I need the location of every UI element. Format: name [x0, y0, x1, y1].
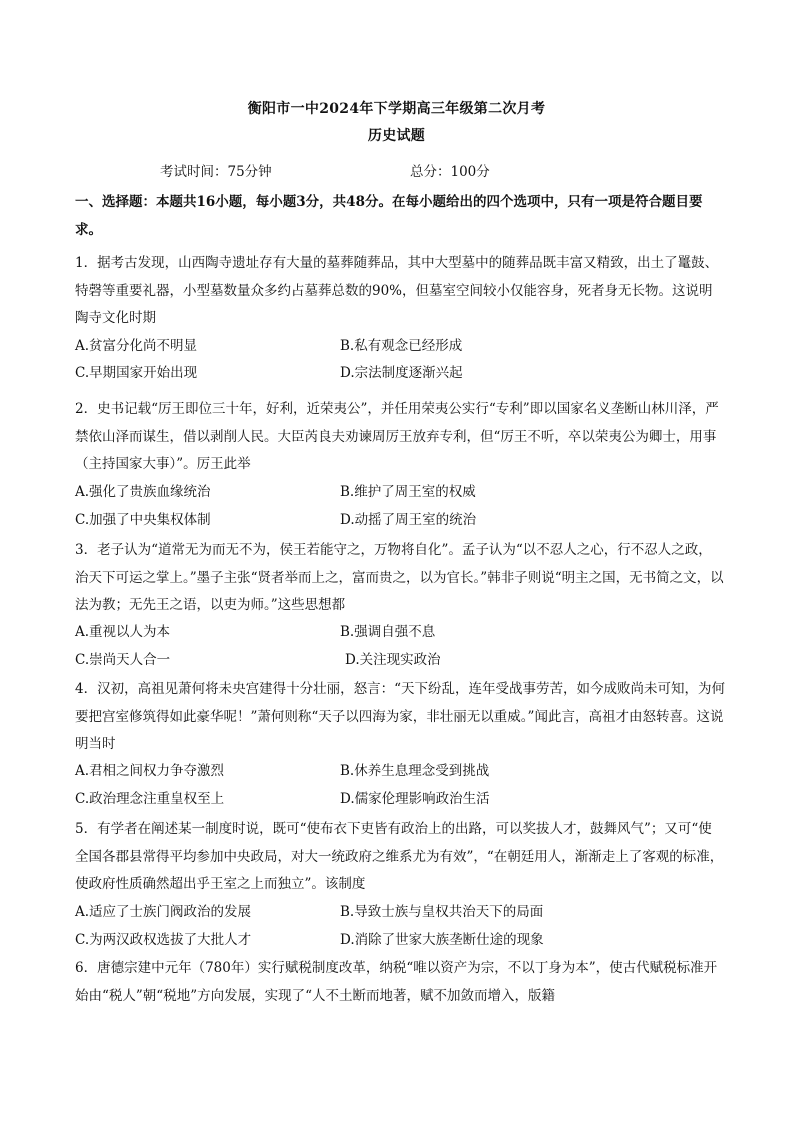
question-2-option-a[interactable]: A.强化了贵族血缘统治 — [75, 484, 211, 500]
question-5-option-b[interactable]: B.导致士族与皇权共治天下的局面 — [340, 904, 544, 920]
question-2-stem: 2．史书记载“厉王即位三十年，好利，近荣夷公”，并任用荣夷公实行“专利”即以国家名义垄断山林川泽，严禁依山泽而谋生，借以剥削人民。大臣芮良夫劝谏周厉王放弃专利，但“厉王不听，卒以荣夷公为卿士，用事（主持国家大事）”。厉王此举 — [75, 401, 719, 472]
question-1-option-a[interactable]: A.贫富分化尚不明显 — [75, 338, 198, 354]
question-5-stem: 5．有学者在阐述某一制度时说，既可“使布衣下吏皆有政治上的出路，可以奖拔人才，鼓舞风气”；又可“使全国各郡县常得平均参加中央政局，对大一统政府之维系尤为有效”，“在朝廷用人，渐渐走上了客观的标准，使政府性质确然超出乎王室之上而独立”。该制度 — [75, 821, 724, 892]
question-1-option-d[interactable]: D.宗法制度逐渐兴起 — [340, 365, 463, 381]
exam-title: 衡阳市一中2024年下学期高三年级第二次月考 — [247, 101, 546, 117]
question-3-stem: 3．老子认为“道常无为而无不为，侯王若能守之，万物将自化”。孟子认为“以不忍人之心，行不忍人之政，治天下可运之掌上。”墨子主张“贤者举而上之，富而贵之，以为官长。”韩非子则说“明主之国，无书简之文，以法为教；无先王之语，以吏为师。”这些思想都 — [75, 542, 724, 613]
question-1-option-b[interactable]: B.私有观念已经形成 — [340, 338, 463, 354]
question-4-option-d[interactable]: D.儒家伦理影响政治生活 — [340, 791, 490, 807]
question-2-option-c[interactable]: C.加强了中央集权体制 — [75, 512, 211, 528]
question-4-option-c[interactable]: C.政治理念注重皇权至上 — [75, 791, 225, 807]
question-2-option-b[interactable]: B.维护了周王室的权威 — [340, 484, 476, 500]
question-3-option-b[interactable]: B.强调自强不息 — [340, 624, 436, 640]
question-3-option-a[interactable]: A.重视以人为本 — [75, 624, 171, 640]
exam-subtitle: 历史试题 — [367, 128, 426, 144]
question-5-option-d[interactable]: D.消除了世家大族垄断仕途的现象 — [340, 932, 544, 948]
question-4-option-b[interactable]: B.休养生息理念受到挑战 — [340, 763, 490, 779]
question-5-option-c[interactable]: C.为两汉政权选拔了大批人才 — [75, 932, 252, 948]
question-2-option-d[interactable]: D.动摇了周王室的统治 — [340, 512, 477, 528]
section-heading: 一、选择题：本题共16小题，每小题3分，共48分。在每小题给出的四个选项中，只有一项是符合题目要求。 — [75, 194, 703, 238]
question-4-option-a[interactable]: A.君相之间权力争夺激烈 — [75, 763, 225, 779]
question-1-option-c[interactable]: C.早期国家开始出现 — [75, 365, 198, 381]
question-6-stem: 6．唐德宗建中元年（780年）实行赋税制度改革，纳税“唯以资产为宗，不以丁身为本”，使古代赋税标准开始由“税人”朝“税地”方向发展，实现了“人不土断而地著，赋不加敛而增入，版籍 — [75, 960, 718, 1004]
question-3-option-c[interactable]: C.崇尚天人合一 — [75, 652, 171, 668]
exam-time: 考试时间：75分钟 — [160, 164, 272, 180]
question-4-stem: 4．汉初，高祖见萧何将未央宫建得十分壮丽，怒言：“天下纷乱，连年受战事劳苦，如今成败尚未可知，为何要把宫室修筑得如此豪华呢！”萧何则称“天子以四海为家，非壮丽无以重威。”闻此言，高祖才由怒转喜。这说明当时 — [75, 681, 725, 752]
question-3-option-d[interactable]: D.关注现实政治 — [345, 652, 441, 668]
exam-total-score: 总分：100分 — [410, 164, 490, 180]
question-5-option-a[interactable]: A.适应了士族门阀政治的发展 — [75, 904, 252, 920]
question-1-stem: 1．据考古发现，山西陶寺遗址存有大量的墓葬随葬品，其中大型墓中的随葬品既丰富又精致，出土了鼍鼓、特磬等重要礼器，小型墓数量众多约占墓葬总数的90%，但墓室空间较小仅能容身，死者身无长物。这说明陶寺文化时期 — [75, 255, 719, 326]
